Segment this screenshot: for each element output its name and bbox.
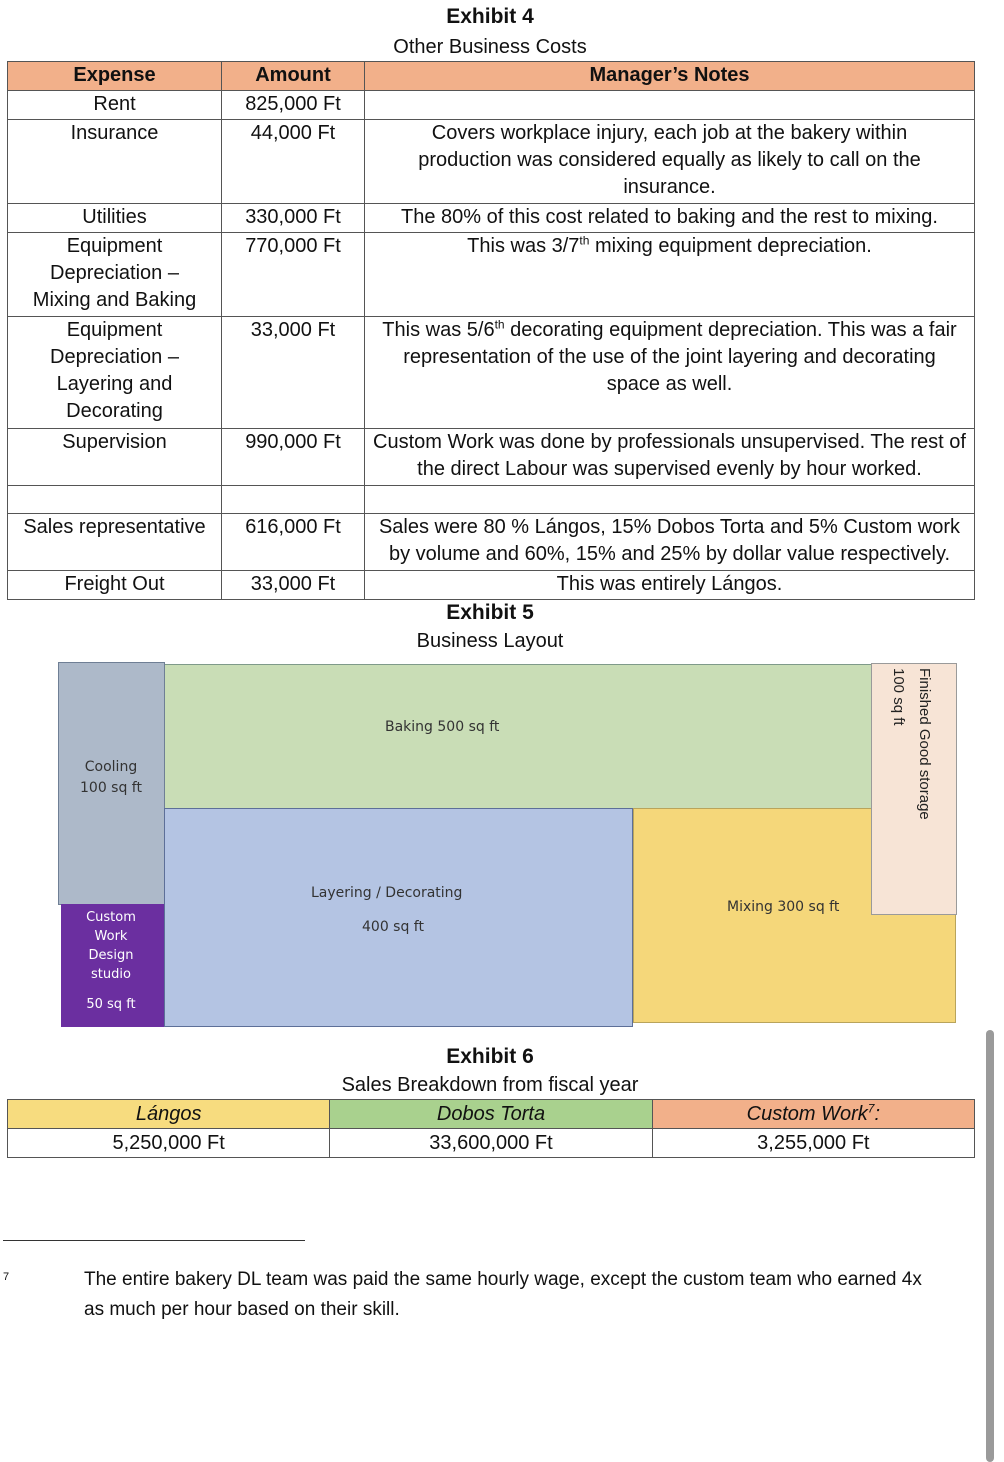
expense-cell: Rent xyxy=(8,91,222,120)
exhibit5-title: Exhibit 5 xyxy=(446,601,534,624)
note-cell xyxy=(365,486,975,514)
exhibit6-title: Exhibit 6 xyxy=(446,1045,534,1068)
custom-label-line: Work xyxy=(94,929,128,944)
amount-cell: 616,000 Ft xyxy=(222,514,365,571)
amount-cell: 330,000 Ft xyxy=(222,204,365,233)
amount-cell xyxy=(222,486,365,514)
table-row xyxy=(8,429,975,486)
cooling-size: 100 sq ft xyxy=(80,780,142,796)
note-cell xyxy=(365,91,975,120)
custom-size: 50 sq ft xyxy=(86,997,136,1012)
table-row xyxy=(8,233,975,317)
footnote-marker: 7 xyxy=(3,1271,10,1283)
storage-label: Finished Good storage xyxy=(916,668,933,820)
table-row xyxy=(8,204,975,233)
table-header-row xyxy=(8,1100,975,1129)
cooling-label: Cooling xyxy=(84,759,138,775)
custom-label-line: Custom xyxy=(86,910,136,925)
expense-cell: Equipment Depreciation – Mixing and Baking xyxy=(8,233,222,317)
sales-breakdown-table xyxy=(7,1099,975,1158)
table-row xyxy=(8,571,975,600)
baking-label: Baking 500 sq ft xyxy=(385,719,500,735)
dobos-torta-header: Dobos Torta xyxy=(330,1100,652,1129)
custom-work-studio xyxy=(61,904,165,1027)
note-cell: This was 5/6th decorating equipment depreciation. This was a fair representation of the use of the joint layering and decorating space as well. xyxy=(365,317,975,429)
note-cell: This was entirely Lángos. xyxy=(365,571,975,600)
note-cell: This was 3/7th mixing equipment depreciation. xyxy=(365,233,975,317)
expense-cell: Supervision xyxy=(8,429,222,486)
note-cell: Covers workplace injury, each job at the bakery within production was considered equally as likely to call on the insurance. xyxy=(365,120,975,204)
amount-cell: 33,000 Ft xyxy=(222,571,365,600)
custom-label-line: studio xyxy=(91,967,131,982)
footnote-text: The entire bakery DL team was paid the same hourly wage, except the custom team who earned 4x as much per hour based on their skill. xyxy=(84,1269,922,1320)
table-header-row xyxy=(8,62,975,91)
exhibit4-subtitle: Other Business Costs xyxy=(393,36,587,58)
layering-size: 400 sq ft xyxy=(362,919,424,935)
table-row xyxy=(8,91,975,120)
storage-size: 100 sq ft xyxy=(890,668,907,726)
custom-label-line: Design xyxy=(88,948,134,963)
table-row xyxy=(8,120,975,204)
other-business-costs-table xyxy=(7,61,975,600)
exhibit5-subtitle: Business Layout xyxy=(416,630,564,652)
expense-cell: Insurance xyxy=(8,120,222,204)
amount-header: Amount xyxy=(222,62,365,91)
amount-cell: 44,000 Ft xyxy=(222,120,365,204)
vertical-scrollbar[interactable] xyxy=(986,1030,994,1462)
cooling-room xyxy=(58,662,165,905)
business-layout-diagram xyxy=(58,658,958,1030)
table-row xyxy=(8,486,975,514)
table-row xyxy=(8,1129,975,1158)
note-cell: Sales were 80 % Lángos, 15% Dobos Torta and 5% Custom work by volume and 60%, 15% and 25% by dollar value respectively. xyxy=(365,514,975,571)
expense-cell: Freight Out xyxy=(8,571,222,600)
table-row xyxy=(8,317,975,429)
dobos-torta-sales-value: 33,600,000 Ft xyxy=(330,1129,652,1158)
exhibit6-subtitle: Sales Breakdown from fiscal year xyxy=(341,1074,639,1096)
finished-good-storage xyxy=(871,663,957,915)
note-cell: Custom Work was done by professionals unsupervised. The rest of the direct Labour was supervised evenly by hour worked. xyxy=(365,429,975,486)
layering-decorating-room xyxy=(164,808,633,1027)
footnote-divider xyxy=(3,1240,305,1241)
expense-cell: Sales representative xyxy=(8,514,222,571)
expense-cell: Utilities xyxy=(8,204,222,233)
mixing-label: Mixing 300 sq ft xyxy=(727,899,840,915)
note-cell: The 80% of this cost related to baking and the rest to mixing. xyxy=(365,204,975,233)
expense-cell xyxy=(8,486,222,514)
notes-header: Manager’s Notes xyxy=(365,62,975,91)
table-row xyxy=(8,514,975,571)
custom-work-sales-value: 3,255,000 Ft xyxy=(652,1129,974,1158)
baking-room xyxy=(164,664,872,809)
langos-sales-value: 5,250,000 Ft xyxy=(8,1129,330,1158)
custom-work-header: Custom Work$^7$: xyxy=(652,1100,974,1129)
amount-cell: 770,000 Ft xyxy=(222,233,365,317)
langos-header: Lángos xyxy=(8,1100,330,1129)
expense-header: Expense xyxy=(8,62,222,91)
exhibit4-title: Exhibit 4 xyxy=(446,5,534,28)
expense-cell: Equipment Depreciation – Layering and Decorating xyxy=(8,317,222,429)
amount-cell: 33,000 Ft xyxy=(222,317,365,429)
layering-label: Layering / Decorating xyxy=(311,885,463,901)
amount-cell: 990,000 Ft xyxy=(222,429,365,486)
amount-cell: 825,000 Ft xyxy=(222,91,365,120)
